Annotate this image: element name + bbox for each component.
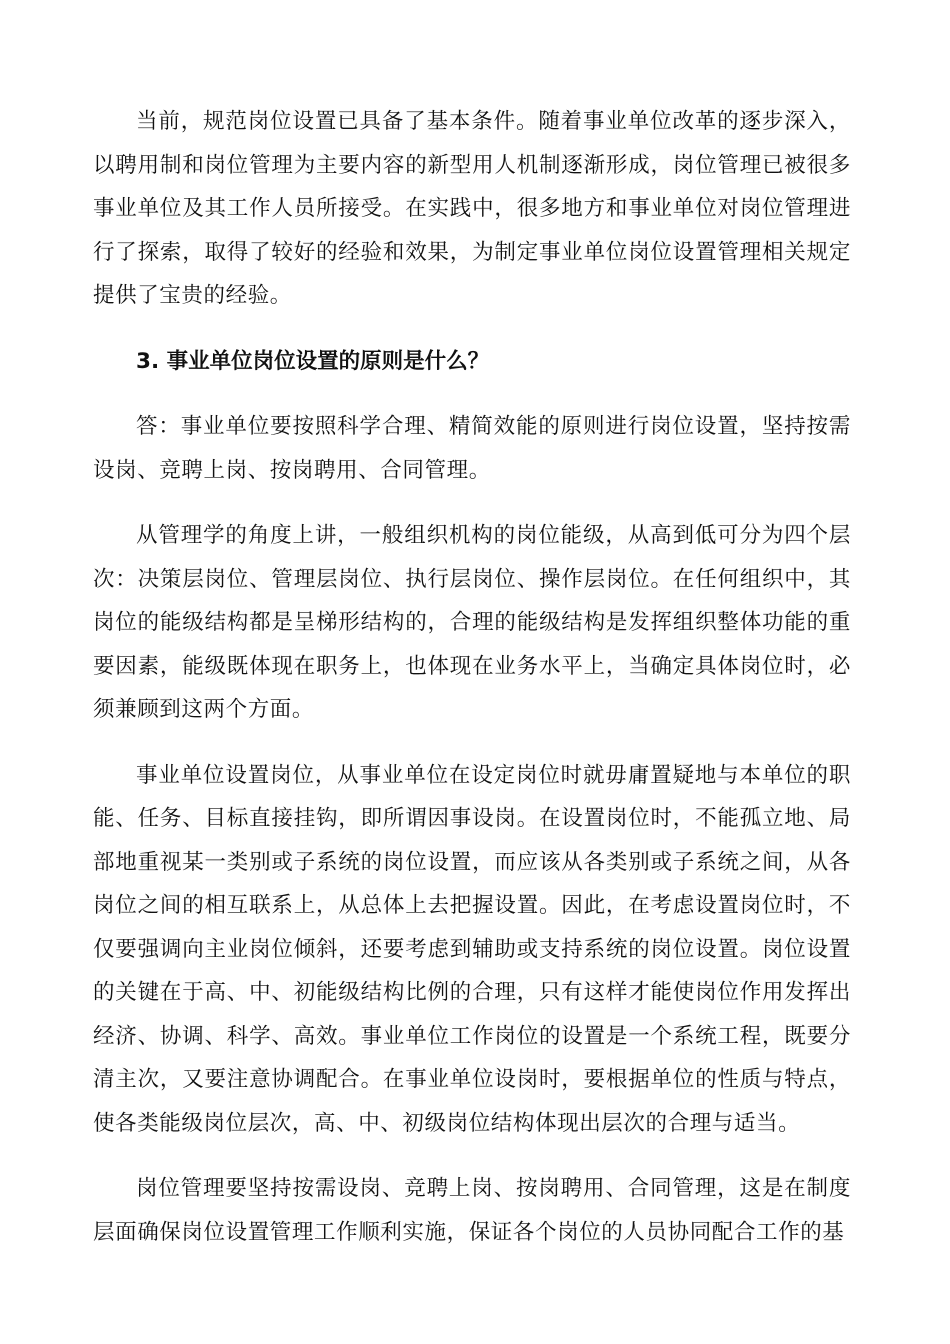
answer-paragraph: 答：事业单位要按照科学合理、精简效能的原则进行岗位设置，坚持按需设岗、竞聘上岗、按岗聘用、合同管理。 — [93, 414, 851, 483]
question-heading-3: 3. 事业单位岗位设置的原则是什么？ — [136, 348, 490, 374]
paragraph-position-management: 岗位管理要坚持按需设岗、竞聘上岗、按岗聘用、合同管理，这是在制度层面确保岗位设置管理工作顺利实施，保证各个岗位的人员协同配合工作的基 — [93, 1176, 851, 1245]
document-page — [93, 100, 851, 1276]
paragraph-position-setting: 事业单位设置岗位，从事业单位在设定岗位时就毋庸置疑地与本单位的职能、任务、目标直接挂钩，即所谓因事设岗。在设置岗位时，不能孤立地、局部地重视某一类别或子系统的岗位设置，而应该从各类别或子系统之间，从各岗位之间的相互联系上，从总体上去把握设置。因此，在考虑设置岗位时，不仅要强调向主业岗位倾斜，还要考虑到辅助或支持系统的岗位设置。岗位设置的关键在于高、中、初能级结构比例的合理，只有这样才能使岗位作用发挥出经济、协调、科学、高效。事业单位工作岗位的设置是一个系统工程，既要分清主次，又要注意协调配合。在事业单位设岗时，要根据单位的性质与特点，使各类能级岗位层次，高、中、初级岗位结构体现出层次的合理与适当。 — [93, 762, 851, 1136]
paragraph-position-levels: 从管理学的角度上讲，一般组织机构的岗位能级，从高到低可分为四个层次：决策层岗位、管理层岗位、执行层岗位、操作层岗位。在任何组织中，其岗位的能级结构都是呈梯形结构的，合理的能级结构是发挥组织整体功能的重要因素，能级既体现在职务上，也体现在业务水平上，当确定具体岗位时，必须兼顾到这两个方面。 — [93, 523, 851, 722]
paragraph-basic-conditions: 当前，规范岗位设置已具备了基本条件。随着事业单位改革的逐步深入，以聘用制和岗位管理为主要内容的新型用人机制逐渐形成，岗位管理已被很多事业单位及其工作人员所接受。在实践中，很多地方和事业单位对岗位管理进行了探索，取得了较好的经验和效果，为制定事业单位岗位设置管理相关规定提供了宝贵的经验。 — [93, 109, 851, 308]
